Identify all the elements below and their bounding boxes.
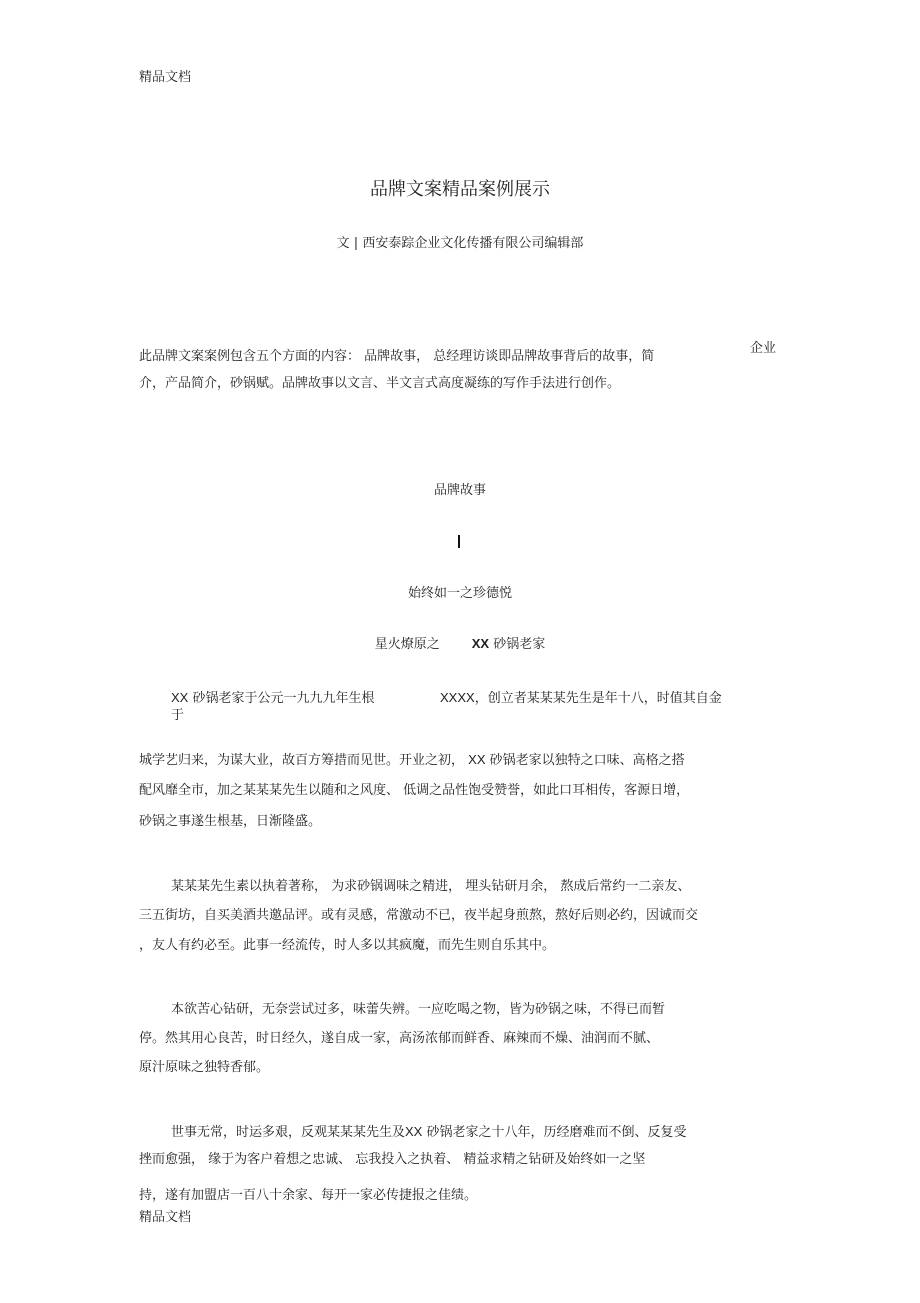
p1-line-3: 配风靡全市，加之某某某先生以随和之风度、 低调之品性饱受赞誉，如此口耳相传，客源日增， — [139, 783, 690, 798]
p3-line-3: 原汁原味之独特香郁。 — [139, 1060, 270, 1075]
p4-line-3: 持，遂有加盟店一百八十余家、每开一家必传捷报之佳绩。 — [139, 1188, 478, 1203]
p1-left-wrap: 于 — [171, 708, 185, 723]
section-divider — [458, 535, 460, 548]
section-heading: 品牌故事 — [433, 483, 486, 498]
subheading-2 — [0, 637, 920, 651]
document-title: 品牌文案精品案例展示 — [370, 179, 550, 200]
p1-right: XXXX，创立者某某某先生是年十八，时值其自金 — [440, 690, 722, 706]
p1-line-2: 城学艺归来，为谋大业，故百方筹措而见世。开业之初， XX 砂锅老家以独特之口味、高格之搭 — [139, 752, 685, 768]
subheading-2-xx: XX — [471, 636, 490, 651]
p1-left: XX 砂锅老家于公元一九九九年生根 — [171, 690, 375, 706]
byline: 文 | 西安泰踪企业文化传播有限公司编辑部 — [336, 236, 584, 251]
subheading-2-post: 砂锅老家 — [493, 637, 546, 652]
p3-line-2: 停。然其用心良苦，时日经久，遂自成一家，高汤浓郁而鲜香、麻辣而不燥、油润而不腻、 — [139, 1031, 660, 1046]
subheading-1: 始终如一之珍德悦 — [407, 586, 512, 601]
intro-side-text: 企业 — [750, 341, 777, 356]
p1-line-4: 砂锅之事遂生根基，日渐隆盛。 — [139, 814, 322, 829]
p2-line-3: ，友人有约必至。此事一经流传，时人多以其疯魔，而先生则自乐其中。 — [139, 938, 556, 953]
intro-line-2: 介，产品简介，砂锅赋。品牌故事以文言、半文言式高度凝练的写作手法进行创作。 — [139, 376, 621, 391]
intro-line-1: 此品牌文案案例包含五个方面的内容： 品牌故事， 总经理访谈即品牌故事背后的故事，简 — [139, 349, 655, 364]
subheading-2-pre: 星火燎原之 — [374, 637, 440, 652]
p3-line-1: 本欲苦心钻研，无奈尝试过多，味蕾失辨。一应吃喝之物，皆为砂锅之味，不得已而暂 — [171, 1002, 666, 1017]
page-header: 精品文档 — [139, 70, 192, 85]
p4-line-1: 世事无常，时运多艰，反观某某某先生及XX 砂锅老家之十八年，历经磨难而不倒、反复受 — [171, 1124, 687, 1140]
p4-line-2: 挫而愈强， 缘于为客户着想之忠诚、 忘我投入之执着、 精益求精之钻研及始终如一之坚 — [139, 1152, 646, 1167]
page-footer: 精品文档 — [139, 1210, 192, 1225]
p2-line-2: 三五街坊，自买美酒共邀品评。或有灵感，常激动不已，夜半起身煎熬，熬好后则必约，因诚而交 — [139, 908, 699, 923]
p2-line-1: 某某某先生素以执着著称， 为求砂锅调味之精进， 埋头钻研月余， 熬成后常约一二亲友、 — [171, 879, 691, 894]
